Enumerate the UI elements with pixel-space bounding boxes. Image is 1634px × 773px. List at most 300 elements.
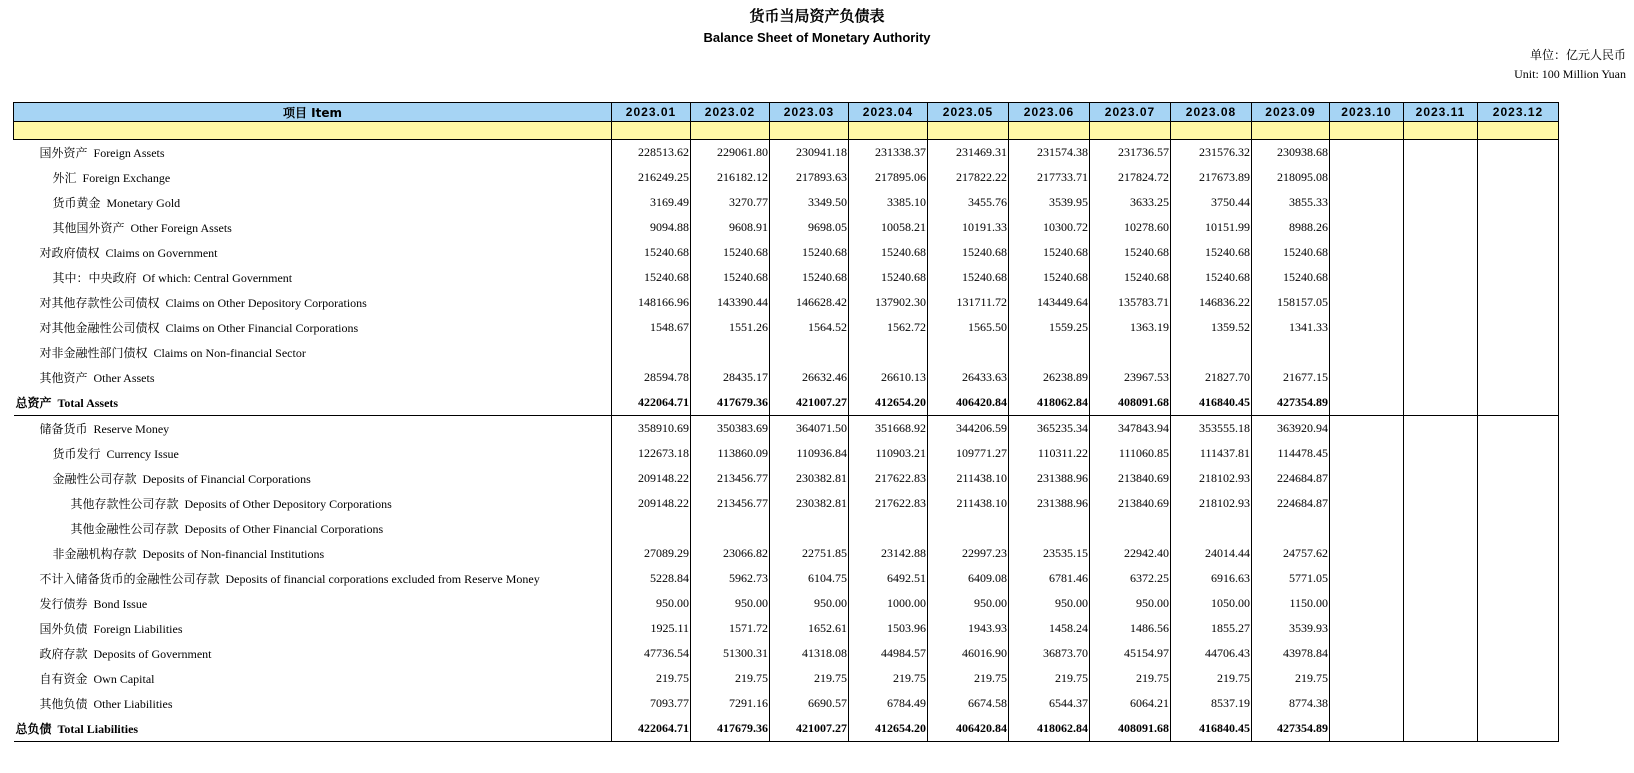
row-label [14,691,612,716]
value-cell [1478,641,1559,666]
row-label [14,516,612,541]
value-cell: 15240.68 [770,240,849,265]
row-label-chinese: 发行债券 [39,597,88,611]
value-cell: 9608.91 [691,215,770,240]
value-cell [1330,365,1404,390]
row-label-chinese: 对其他金融性公司债权 [39,321,160,335]
value-cell: 219.75 [691,666,770,691]
value-cell: 3855.33 [1252,190,1330,215]
row-label [14,215,612,240]
value-cell: 418062.84 [1009,716,1090,742]
row-label-english: Of which: Central Government [142,271,293,285]
value-cell: 1652.61 [770,616,849,641]
value-cell: 26433.63 [928,365,1009,390]
value-cell: 26610.13 [849,365,928,390]
value-cell: 213456.77 [691,491,770,516]
row-label-english: Claims on Government [105,246,218,260]
row-label [14,340,612,365]
spacer-cell [928,122,1009,140]
spacer-cell [691,122,770,140]
value-cell: 3349.50 [770,190,849,215]
value-cell: 23535.15 [1009,541,1090,566]
value-cell: 230941.18 [770,140,849,166]
value-cell: 217733.71 [1009,165,1090,190]
value-cell: 364071.50 [770,416,849,442]
value-cell: 15240.68 [849,265,928,290]
value-cell: 28594.78 [612,365,691,390]
row-label-english: Deposits of Other Financial Corporations [184,522,384,536]
value-cell [849,340,928,365]
value-cell: 1551.26 [691,315,770,340]
value-cell: 217893.63 [770,165,849,190]
value-cell: 110936.84 [770,441,849,466]
spacer-cell [1478,122,1559,140]
value-cell: 6784.49 [849,691,928,716]
row-label-english: Monetary Gold [106,196,181,210]
value-cell: 15240.68 [691,265,770,290]
period-header-9: 2023.09 [1252,103,1330,122]
period-header-4: 2023.04 [849,103,928,122]
value-cell [1404,190,1478,215]
value-cell [1404,140,1478,166]
value-cell: 24014.44 [1171,541,1252,566]
value-cell [1171,516,1252,541]
value-cell [1404,416,1478,442]
value-cell [1090,340,1171,365]
value-cell [1478,616,1559,641]
value-cell: 219.75 [1171,666,1252,691]
value-cell: 1564.52 [770,315,849,340]
value-cell: 114478.45 [1252,441,1330,466]
value-cell: 363920.94 [1252,416,1330,442]
value-cell: 41318.08 [770,641,849,666]
header-spacer-row [14,122,1559,140]
value-cell: 109771.27 [928,441,1009,466]
row-label-english: Total Assets [57,396,119,410]
value-cell: 217673.89 [1171,165,1252,190]
value-cell [1330,441,1404,466]
row-label [14,566,612,591]
row-label-english: Other Liabilities [93,697,173,711]
value-cell: 131711.72 [928,290,1009,315]
value-cell [1090,516,1171,541]
value-cell: 8537.19 [1171,691,1252,716]
value-cell: 146628.42 [770,290,849,315]
table-row [14,641,1559,666]
value-cell: 229061.80 [691,140,770,166]
value-cell: 47736.54 [612,641,691,666]
value-cell [1478,416,1559,442]
value-cell: 44706.43 [1171,641,1252,666]
value-cell: 219.75 [1009,666,1090,691]
value-cell [1478,716,1559,742]
row-label [14,140,612,166]
value-cell: 22997.23 [928,541,1009,566]
value-cell: 1562.72 [849,315,928,340]
value-cell [1404,541,1478,566]
value-cell [1404,265,1478,290]
value-cell [612,516,691,541]
table-row [14,591,1559,616]
value-cell: 135783.71 [1090,290,1171,315]
value-cell [1404,516,1478,541]
value-cell: 3750.44 [1171,190,1252,215]
value-cell: 224684.87 [1252,466,1330,491]
row-label-english: Other Foreign Assets [130,221,232,235]
value-cell: 231388.96 [1009,466,1090,491]
value-cell: 365235.34 [1009,416,1090,442]
value-cell [1404,215,1478,240]
row-label-english: Foreign Exchange [82,171,171,185]
value-cell: 15240.68 [1171,240,1252,265]
value-cell [1330,691,1404,716]
value-cell [1330,290,1404,315]
row-label-english: Own Capital [93,672,155,686]
value-cell: 15240.68 [1090,240,1171,265]
value-cell [1478,591,1559,616]
value-cell [1330,140,1404,166]
value-cell: 217895.06 [849,165,928,190]
row-label [14,591,612,616]
spacer-cell [849,122,928,140]
value-cell: 216182.12 [691,165,770,190]
value-cell [1009,516,1090,541]
value-cell: 51300.31 [691,641,770,666]
row-label-english: Deposits of financial corporations excluded from Reserve Money [225,572,540,586]
value-cell [1171,340,1252,365]
value-cell: 15240.68 [928,265,1009,290]
value-cell: 23142.88 [849,541,928,566]
value-cell [1478,290,1559,315]
value-cell: 6690.57 [770,691,849,716]
value-cell: 15240.68 [691,240,770,265]
value-cell [1478,365,1559,390]
value-cell [1252,340,1330,365]
row-label-chinese: 非金融机构存款 [52,547,137,561]
row-label-chinese: 政府存款 [39,647,88,661]
value-cell: 7093.77 [612,691,691,716]
table-row [14,466,1559,491]
row-label [14,441,612,466]
value-cell: 146836.22 [1171,290,1252,315]
value-cell: 3455.76 [928,190,1009,215]
spacer-cell [14,122,612,140]
value-cell: 218102.93 [1171,466,1252,491]
value-cell: 350383.69 [691,416,770,442]
value-cell: 21827.70 [1171,365,1252,390]
spacer-cell [1404,122,1478,140]
value-cell: 213456.77 [691,466,770,491]
value-cell: 6372.25 [1090,566,1171,591]
row-label-english: Deposits of Financial Corporations [142,472,311,486]
item-column-header: 项目 Item [14,103,612,122]
value-cell [1330,240,1404,265]
value-cell: 111437.81 [1171,441,1252,466]
value-cell: 219.75 [928,666,1009,691]
value-cell: 211438.10 [928,491,1009,516]
period-header-3: 2023.03 [770,103,849,122]
spacer-cell [1330,122,1404,140]
value-cell [849,516,928,541]
value-cell [1330,616,1404,641]
value-cell: 950.00 [691,591,770,616]
value-cell: 28435.17 [691,365,770,390]
value-cell: 347843.94 [1090,416,1171,442]
value-cell: 15240.68 [849,240,928,265]
value-cell [1404,616,1478,641]
value-cell: 15240.68 [1252,265,1330,290]
value-cell: 1359.52 [1171,315,1252,340]
value-cell: 209148.22 [612,466,691,491]
value-cell: 344206.59 [928,416,1009,442]
row-label-chinese: 国外资产 [39,146,88,160]
value-cell: 418062.84 [1009,390,1090,416]
value-cell: 143449.64 [1009,290,1090,315]
value-cell: 1943.93 [928,616,1009,641]
value-cell [1330,315,1404,340]
value-cell [1330,416,1404,442]
value-cell: 1855.27 [1171,616,1252,641]
value-cell: 417679.36 [691,390,770,416]
table-row [14,566,1559,591]
value-cell: 230938.68 [1252,140,1330,166]
unit-label-english: Unit: 100 Million Yuan [1514,67,1626,81]
value-cell [1404,290,1478,315]
value-cell: 213840.69 [1090,491,1171,516]
value-cell: 219.75 [770,666,849,691]
value-cell [691,340,770,365]
value-cell: 5962.73 [691,566,770,591]
value-cell: 43978.84 [1252,641,1330,666]
value-cell: 6916.63 [1171,566,1252,591]
value-cell: 408091.68 [1090,390,1171,416]
period-header-2: 2023.02 [691,103,770,122]
value-cell: 219.75 [1090,666,1171,691]
row-label-english: Currency Issue [106,447,179,461]
value-cell [1404,691,1478,716]
value-cell: 1486.56 [1090,616,1171,641]
value-cell [1404,441,1478,466]
row-label-chinese: 对其他存款性公司债权 [39,296,160,310]
value-cell: 219.75 [1252,666,1330,691]
value-cell [1478,265,1559,290]
table-row [14,666,1559,691]
value-cell [1478,566,1559,591]
period-header-1: 2023.01 [612,103,691,122]
balance-sheet-table [13,102,1559,742]
row-label-english: Foreign Assets [93,146,165,160]
value-cell: 427354.89 [1252,390,1330,416]
value-cell: 416840.45 [1171,716,1252,742]
value-cell: 15240.68 [1009,240,1090,265]
value-cell [928,340,1009,365]
row-label-english: Other Assets [93,371,155,385]
value-cell: 15240.68 [1009,265,1090,290]
row-label-english: Reserve Money [93,422,170,436]
value-cell: 213840.69 [1090,466,1171,491]
value-cell: 412654.20 [849,390,928,416]
spacer-cell [770,122,849,140]
value-cell: 224684.87 [1252,491,1330,516]
value-cell: 6409.08 [928,566,1009,591]
table-row [14,716,1559,742]
row-label [14,666,612,691]
value-cell: 3385.10 [849,190,928,215]
table-body [14,122,1559,742]
row-label-chinese: 对政府债权 [39,246,100,260]
value-cell: 27089.29 [612,541,691,566]
value-cell [1330,541,1404,566]
period-header-10: 2023.10 [1330,103,1404,122]
value-cell: 3539.95 [1009,190,1090,215]
table-row [14,165,1559,190]
row-label [14,616,612,641]
value-cell: 6781.46 [1009,566,1090,591]
value-cell [770,340,849,365]
value-cell: 23967.53 [1090,365,1171,390]
period-header-12: 2023.12 [1478,103,1559,122]
value-cell [1330,666,1404,691]
value-cell: 422064.71 [612,390,691,416]
value-cell [1478,190,1559,215]
row-label [14,290,612,315]
value-cell [1330,641,1404,666]
table-row [14,416,1559,442]
value-cell [1478,541,1559,566]
value-cell: 8774.38 [1252,691,1330,716]
row-label-chinese: 其他金融性公司存款 [70,522,179,536]
table-row [14,140,1559,166]
row-label-english: Bond Issue [93,597,148,611]
period-header-5: 2023.05 [928,103,1009,122]
value-cell: 427354.89 [1252,716,1330,742]
row-label [14,641,612,666]
value-cell [1330,265,1404,290]
value-cell: 26238.89 [1009,365,1090,390]
value-cell [1478,140,1559,166]
table-row [14,365,1559,390]
page-title-chinese: 货币当局资产负债表 [749,7,885,25]
value-cell: 5771.05 [1252,566,1330,591]
value-cell: 15240.68 [1171,265,1252,290]
table-row [14,315,1559,340]
value-cell: 46016.90 [928,641,1009,666]
value-cell: 1341.33 [1252,315,1330,340]
table-row [14,340,1559,365]
value-cell: 217622.83 [849,491,928,516]
row-label-chinese: 国外负债 [39,622,88,636]
value-cell: 110311.22 [1009,441,1090,466]
value-cell: 209148.22 [612,491,691,516]
value-cell [1404,566,1478,591]
value-cell [1330,190,1404,215]
value-cell: 122673.18 [612,441,691,466]
row-label-chinese: 其他负债 [39,697,88,711]
row-label [14,541,612,566]
value-cell [1404,641,1478,666]
value-cell: 6544.37 [1009,691,1090,716]
value-cell: 21677.15 [1252,365,1330,390]
spacer-cell [1090,122,1171,140]
value-cell: 3270.77 [691,190,770,215]
value-cell: 3633.25 [1090,190,1171,215]
value-cell: 1925.11 [612,616,691,641]
value-cell [1330,466,1404,491]
value-cell: 211438.10 [928,466,1009,491]
value-cell [770,516,849,541]
value-cell: 230382.81 [770,491,849,516]
value-cell [1478,165,1559,190]
value-cell: 217622.83 [849,466,928,491]
value-cell: 231388.96 [1009,491,1090,516]
row-label-chinese: 外汇 [52,171,77,185]
period-header-11: 2023.11 [1404,103,1478,122]
value-cell [1404,466,1478,491]
value-cell [1478,441,1559,466]
period-header-6: 2023.06 [1009,103,1090,122]
value-cell [612,340,691,365]
unit-label-chinese: 单位：亿元人民币 [1529,48,1626,62]
row-label-english: Deposits of Government [93,647,212,661]
value-cell: 231338.37 [849,140,928,166]
value-cell [1478,340,1559,365]
value-cell: 218102.93 [1171,491,1252,516]
value-cell: 143390.44 [691,290,770,315]
row-label-chinese: 货币发行 [52,447,101,461]
value-cell: 231736.57 [1090,140,1171,166]
table-row [14,215,1559,240]
value-cell [1404,491,1478,516]
table-row [14,290,1559,315]
value-cell [1330,566,1404,591]
value-cell [1330,491,1404,516]
value-cell: 231469.31 [928,140,1009,166]
row-label [14,240,612,265]
value-cell: 10300.72 [1009,215,1090,240]
value-cell [1404,390,1478,416]
value-cell: 950.00 [1090,591,1171,616]
table-row [14,441,1559,466]
value-cell [1252,516,1330,541]
table-row [14,491,1559,516]
value-cell: 7291.16 [691,691,770,716]
value-cell: 6064.21 [1090,691,1171,716]
value-cell: 421007.27 [770,716,849,742]
value-cell [1330,591,1404,616]
spacer-cell [1009,122,1090,140]
row-label-english: Foreign Liabilities [93,622,183,636]
value-cell [1478,215,1559,240]
value-cell: 6492.51 [849,566,928,591]
value-cell: 412654.20 [849,716,928,742]
row-label [14,416,612,442]
value-cell: 10151.99 [1171,215,1252,240]
value-cell: 10278.60 [1090,215,1171,240]
table-row [14,240,1559,265]
value-cell [1478,516,1559,541]
value-cell: 5228.84 [612,566,691,591]
row-label [14,315,612,340]
table-row [14,516,1559,541]
row-label-english: Claims on Other Depository Corporations [165,296,367,310]
row-label-chinese: 其他存款性公司存款 [70,497,179,511]
value-cell: 1559.25 [1009,315,1090,340]
value-cell [1330,390,1404,416]
value-cell [1404,240,1478,265]
spacer-cell [612,122,691,140]
value-cell: 15240.68 [928,240,1009,265]
value-cell: 950.00 [770,591,849,616]
